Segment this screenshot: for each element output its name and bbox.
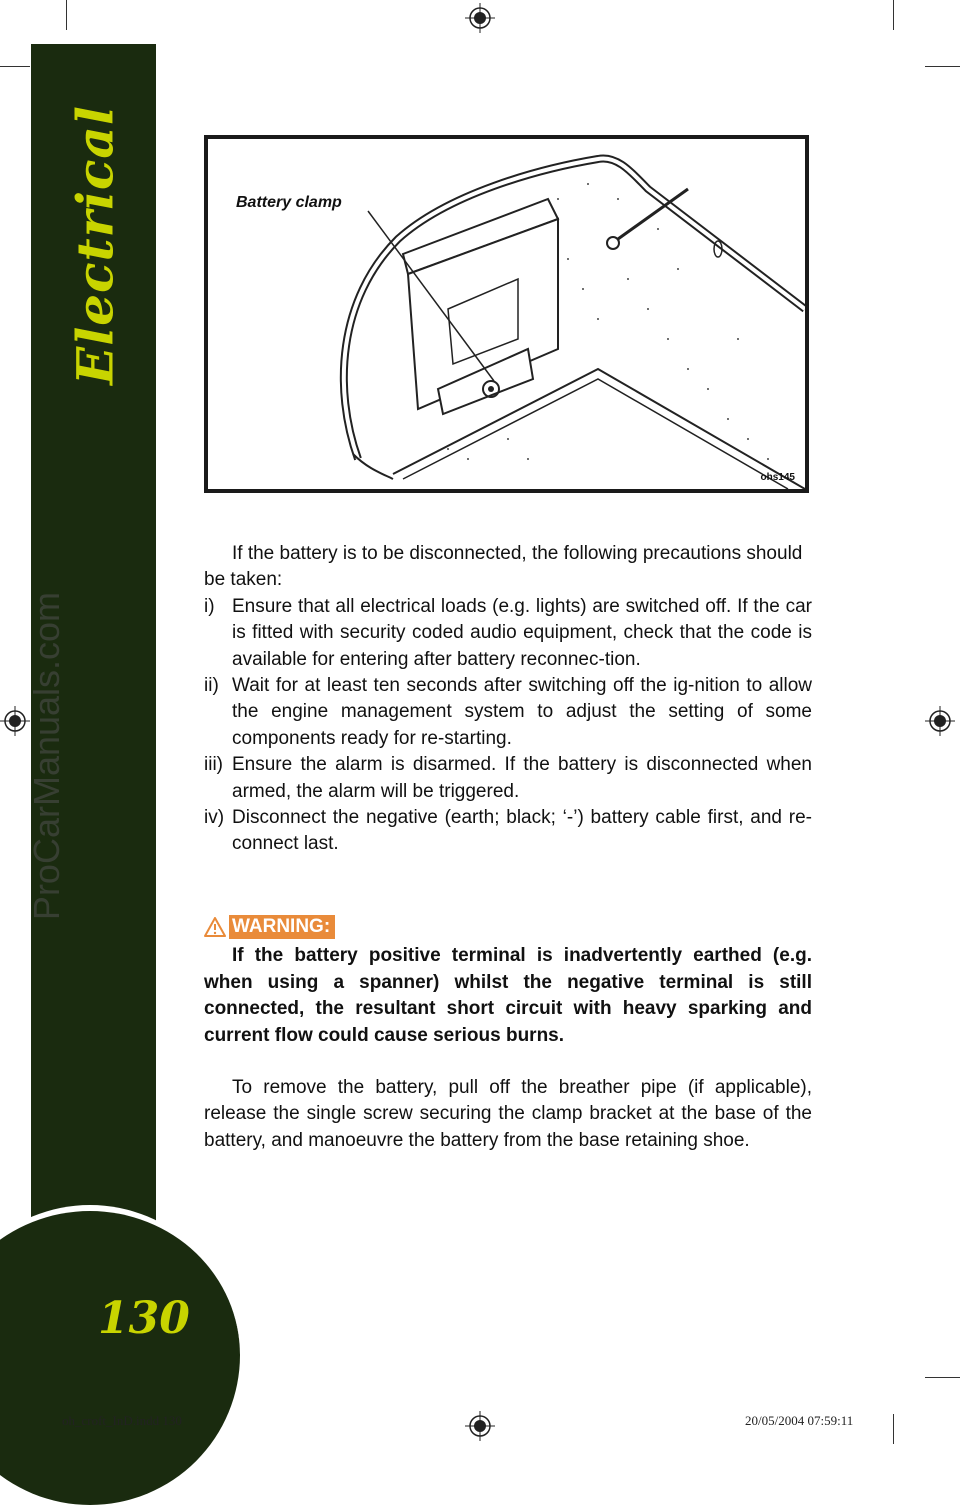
page-number: 130	[98, 1293, 190, 1344]
page-number-tab	[0, 1205, 240, 1505]
removal-paragraph: To remove the battery, pull off the breather pipe (if applicable), release the single screw securing the clamp bracket at the base of the battery, and manoeuvre the battery from the base retaining shoe.	[204, 1077, 812, 1151]
list-number: ii)	[204, 675, 219, 697]
battery-figure	[204, 135, 809, 493]
registration-mark-icon	[925, 706, 955, 736]
list-text: Ensure the alarm is disarmed. If the battery is disconnected when armed, the alarm will be triggered.	[232, 754, 812, 802]
battery-in-boot-drawing-icon	[208, 139, 805, 489]
precautions-block	[204, 541, 812, 858]
list-item	[204, 594, 812, 673]
crop-mark	[893, 1414, 894, 1444]
list-item	[204, 752, 812, 805]
list-number: iv)	[204, 807, 225, 829]
crop-mark	[925, 1377, 960, 1378]
figure-callout-label: Battery clamp	[236, 194, 342, 211]
crop-mark	[0, 66, 30, 67]
warning-label: WARNING:	[229, 915, 335, 939]
warning-heading	[204, 915, 335, 939]
list-text: Wait for at least ten seconds after switching off the ig-nition to allow the engine management system to adjust the setting of some components ready for re-starting.	[232, 675, 812, 749]
list-item	[204, 805, 812, 858]
crop-mark	[925, 66, 960, 67]
footer-file-info: oh_croft_InD.indd 130	[62, 1413, 182, 1428]
watermark: ProCarManuals.com	[26, 591, 67, 921]
list-text: Disconnect the negative (earth; black; ‘-’) battery cable first, and re-connect last.	[232, 807, 812, 855]
list-item	[204, 673, 812, 752]
crop-mark	[893, 0, 894, 30]
registration-mark-icon	[465, 3, 495, 33]
crop-mark	[66, 0, 67, 30]
figure-reference: ohs145	[760, 472, 795, 483]
list-text: Ensure that all electrical loads (e.g. lights) are switched off. If the car is fitted with security coded audio equipment, check that the code is available for entering after battery reconnec-tion.	[232, 595, 812, 670]
registration-mark-icon	[465, 1411, 495, 1441]
footer-timestamp: 20/05/2004 07:59:11	[745, 1413, 854, 1428]
warning-triangle-icon	[204, 917, 226, 937]
section-title: Electrical	[65, 105, 125, 385]
warning-text: If the battery positive terminal is inadvertently earthed (e.g. when using a spanner) whilst the negative terminal is still connected, the resultant short circuit with heavy sparking and current flow could cause serious burns.	[204, 945, 812, 1046]
intro-paragraph: If the battery is to be disconnected, the following precautions should be taken:	[204, 543, 803, 591]
list-number: i)	[204, 595, 215, 617]
list-number: iii)	[204, 754, 223, 776]
